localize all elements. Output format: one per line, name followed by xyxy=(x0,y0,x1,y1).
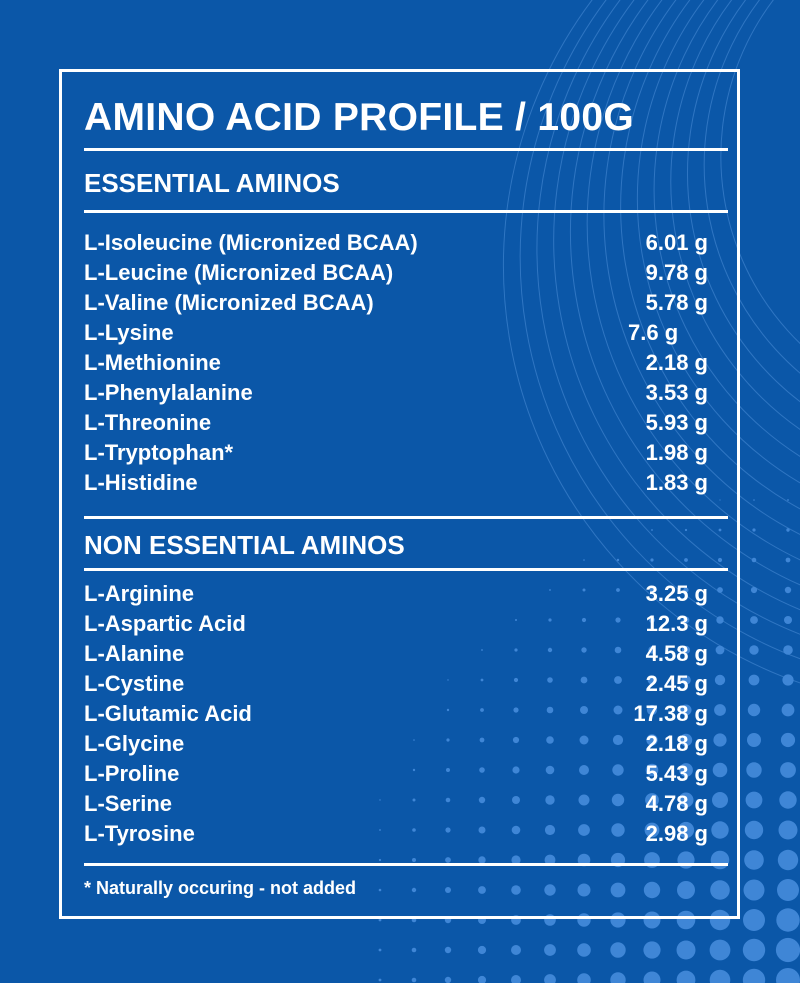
amino-amount: 17.38 g xyxy=(633,701,708,726)
amino-amount: 2.45 g xyxy=(645,671,708,696)
amino-amount: 12.3 g xyxy=(645,611,708,636)
amino-amount: 5.93 g xyxy=(645,410,708,435)
amino-acid-panel xyxy=(59,69,740,919)
amino-amount: 2.98 g xyxy=(645,821,708,846)
amino-amount: 3.25 g xyxy=(645,581,708,606)
essential-divider xyxy=(84,210,728,213)
amino-name: L-Glycine xyxy=(84,731,185,756)
list-item xyxy=(84,468,706,498)
non-essential-divider xyxy=(84,568,728,571)
title-divider xyxy=(84,148,728,151)
amino-amount: 5.78 g xyxy=(645,290,708,315)
amino-amount: 4.58 g xyxy=(645,641,708,666)
list-item xyxy=(84,699,706,729)
list-item xyxy=(84,378,706,408)
amino-name: L-Cystine xyxy=(84,671,185,696)
list-item xyxy=(84,759,706,789)
amino-name: L-Lysine xyxy=(84,320,174,345)
page-title: AMINO ACID PROFILE / 100G xyxy=(84,96,634,139)
list-item xyxy=(84,609,706,639)
list-item xyxy=(84,669,706,699)
amino-name: L-Leucine (Micronized BCAA) xyxy=(84,260,394,285)
list-item xyxy=(84,729,706,759)
amino-name: L-Threonine xyxy=(84,410,212,435)
amino-name: L-Proline xyxy=(84,761,180,786)
amino-amount: 4.78 g xyxy=(645,791,708,816)
list-item xyxy=(84,408,706,438)
list-item xyxy=(84,318,706,348)
amino-name: L-Phenylalanine xyxy=(84,380,253,405)
list-item xyxy=(84,579,706,609)
list-item xyxy=(84,438,706,468)
list-item xyxy=(84,228,706,258)
amino-name: L-Aspartic Acid xyxy=(84,611,246,636)
footer-divider xyxy=(84,863,728,866)
amino-name: L-Valine (Micronized BCAA) xyxy=(84,290,374,315)
amino-amount: 2.18 g xyxy=(645,350,708,375)
amino-amount: 6.01 g xyxy=(645,230,708,255)
section-divider xyxy=(84,516,728,519)
list-item xyxy=(84,288,706,318)
amino-amount: 1.98 g xyxy=(645,440,708,465)
list-item xyxy=(84,819,706,849)
amino-name: L-Tyrosine xyxy=(84,821,195,846)
amino-amount: 3.53 g xyxy=(645,380,708,405)
amino-name: L-Tryptophan* xyxy=(84,440,234,465)
amino-amount: 7.6 g xyxy=(628,320,679,345)
footnote: * Naturally occuring - not added xyxy=(84,878,357,898)
amino-name: L-Serine xyxy=(84,791,173,816)
amino-name: L-Methionine xyxy=(84,350,221,375)
essential-heading: ESSENTIAL AMINOS xyxy=(84,168,340,198)
list-item xyxy=(84,639,706,669)
list-item xyxy=(84,789,706,819)
amino-amount: 5.43 g xyxy=(645,761,708,786)
amino-name: L-Glutamic Acid xyxy=(84,701,252,726)
amino-amount: 9.78 g xyxy=(645,260,708,285)
list-item xyxy=(84,258,706,288)
essential-list xyxy=(84,228,706,498)
list-item xyxy=(84,348,706,378)
non-essential-heading: NON ESSENTIAL AMINOS xyxy=(84,530,405,560)
amino-amount: 2.18 g xyxy=(645,731,708,756)
non-essential-list xyxy=(84,579,706,849)
amino-name: L-Arginine xyxy=(84,581,194,606)
amino-name: L-Alanine xyxy=(84,641,185,666)
amino-name: L-Histidine xyxy=(84,470,198,495)
amino-name: L-Isoleucine (Micronized BCAA) xyxy=(84,230,418,255)
amino-amount: 1.83 g xyxy=(645,470,708,495)
